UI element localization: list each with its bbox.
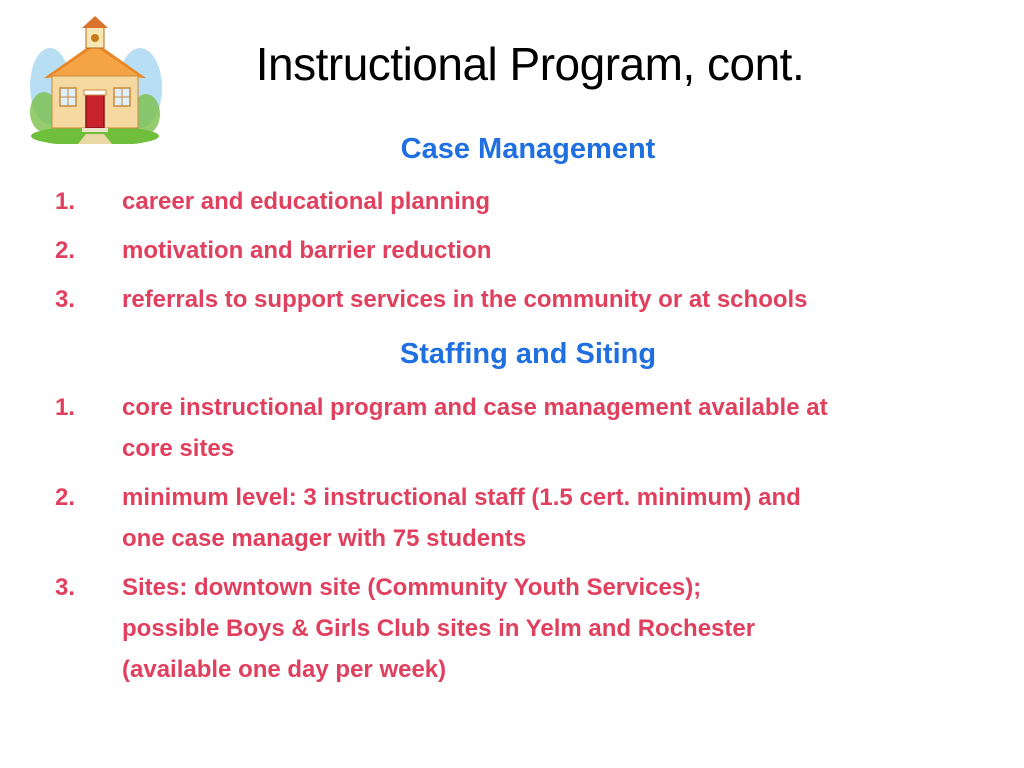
list-item-text: referrals to support services in the community or at schools bbox=[122, 286, 808, 313]
list-item-text: core sites bbox=[122, 435, 235, 462]
list-item bbox=[0, 181, 1024, 222]
section-heading-staffing-and-siting: Staffing and Siting bbox=[399, 338, 657, 370]
list-item-text: (available one day per week) bbox=[122, 656, 447, 683]
list-item bbox=[0, 567, 1024, 690]
list-item-number: 3. bbox=[55, 574, 76, 601]
list-item bbox=[0, 279, 1024, 320]
list-item-number: 2. bbox=[55, 237, 76, 264]
list-item-text: minimum level: 3 instructional staff (1.5 cert. minimum) and bbox=[122, 484, 801, 511]
list-item bbox=[0, 477, 1024, 559]
section-heading-case-management: Case Management bbox=[400, 133, 656, 165]
list-item-text: Sites: downtown site (Community Youth Services); bbox=[122, 574, 702, 601]
case-management-list bbox=[0, 181, 1024, 328]
list-item bbox=[0, 230, 1024, 271]
list-item bbox=[0, 387, 1024, 469]
list-item-text: career and educational planning bbox=[122, 188, 491, 215]
slide-title: Instructional Program, cont. bbox=[255, 38, 805, 90]
list-item-number: 1. bbox=[55, 188, 76, 215]
list-item-text: motivation and barrier reduction bbox=[122, 237, 492, 264]
list-item-number: 3. bbox=[55, 286, 76, 313]
list-item-number: 2. bbox=[55, 484, 76, 511]
staffing-and-siting-list bbox=[0, 387, 1024, 698]
list-item-text: possible Boys & Girls Club sites in Yelm and Rochester bbox=[122, 615, 756, 642]
list-item-text: core instructional program and case management available at bbox=[122, 394, 828, 421]
list-item-text: one case manager with 75 students bbox=[122, 525, 527, 552]
list-item-number: 1. bbox=[55, 394, 76, 421]
